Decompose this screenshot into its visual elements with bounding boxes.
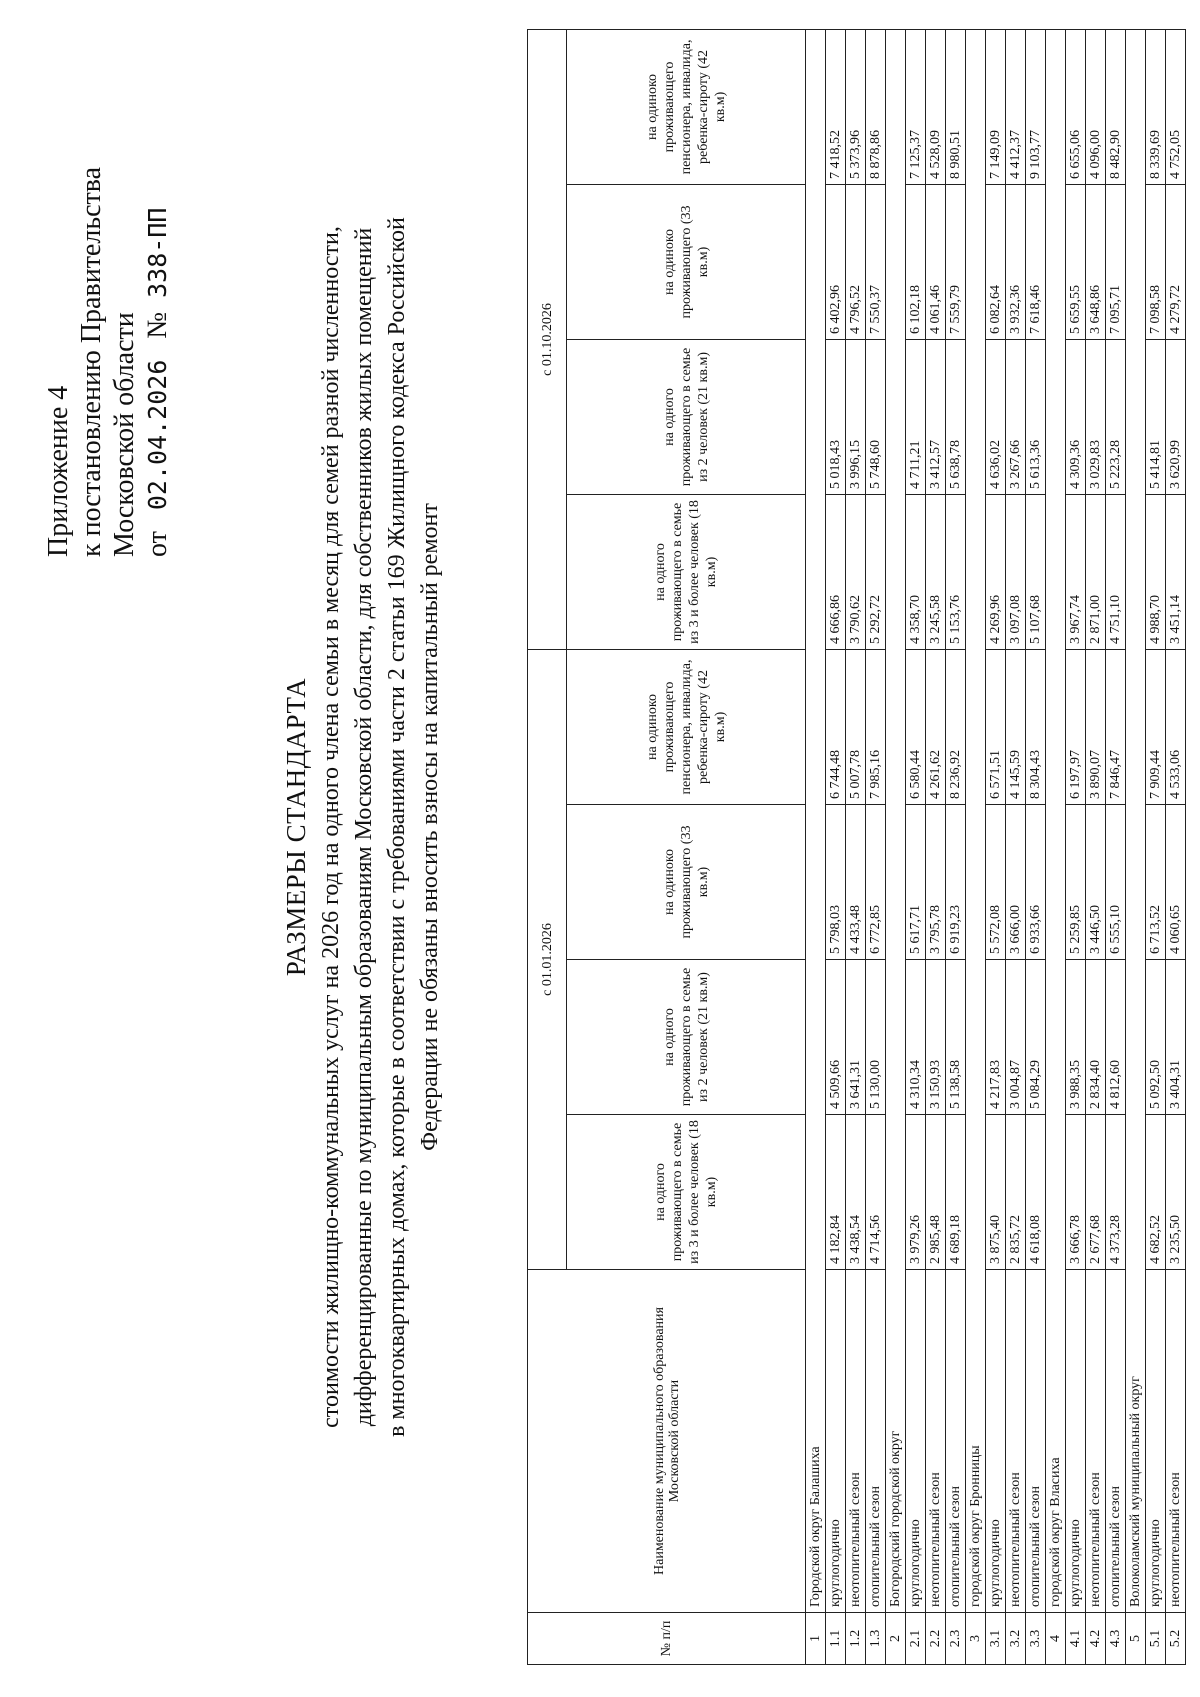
group-row — [806, 29, 826, 1664]
standards-table — [527, 29, 1186, 1665]
value-cell: 2 985,48 — [926, 1115, 946, 1270]
value-cell: 3 438,54 — [846, 1115, 866, 1270]
value-cell: 5 613,36 — [1026, 339, 1046, 494]
value-cell: 8 339,69 — [1146, 29, 1166, 184]
season-name: круглогодично — [1146, 1270, 1166, 1613]
value-cell: 6 571,51 — [986, 649, 1006, 804]
row-number: 1.2 — [846, 1613, 866, 1665]
value-cell: 4 796,52 — [846, 184, 866, 339]
row-number: 5.2 — [1166, 1613, 1186, 1665]
subheader-family-2: на одного проживающего в семье из 2 человек (21 кв.м) — [567, 960, 806, 1115]
subheader-pensioner: на одиноко проживающего пенсионера, инвалида, ребенка-сироту (42 кв.м) — [567, 649, 806, 804]
row-number: 3.2 — [1006, 1613, 1026, 1665]
value-cell: 3 029,83 — [1086, 339, 1106, 494]
value-cell: 4 533,06 — [1166, 649, 1186, 804]
group-number: 1 — [806, 1613, 826, 1665]
value-cell: 3 932,36 — [1006, 184, 1026, 339]
value-cell: 4 751,10 — [1106, 494, 1126, 649]
value-cell: 5 092,50 — [1146, 960, 1166, 1115]
season-name: отопительный сезон — [1106, 1270, 1126, 1613]
value-cell: 8 236,92 — [946, 649, 966, 804]
value-cell: 7 125,37 — [906, 29, 926, 184]
value-cell: 4 711,21 — [906, 339, 926, 494]
table-row — [1066, 29, 1086, 1664]
subheader-family-3: на одного проживающего в семье из 3 и более человек (18 кв.м) — [567, 1115, 806, 1270]
value-cell: 4 714,56 — [866, 1115, 886, 1270]
value-cell: 5 659,55 — [1066, 184, 1086, 339]
table-row — [846, 29, 866, 1664]
value-cell: 6 744,48 — [826, 649, 846, 804]
value-cell: 3 875,40 — [986, 1115, 1006, 1270]
group-number: 3 — [966, 1613, 986, 1665]
value-cell: 3 412,57 — [926, 339, 946, 494]
value-cell: 2 834,40 — [1086, 960, 1106, 1115]
season-name: круглогодично — [906, 1270, 926, 1613]
table-row — [1086, 29, 1106, 1664]
value-cell: 5 153,76 — [946, 494, 966, 649]
season-name: неотопительный сезон — [926, 1270, 946, 1613]
value-cell: 4 812,60 — [1106, 960, 1126, 1115]
title-heading: РАЗМЕРЫ СТАНДАРТА — [281, 677, 311, 977]
value-cell: 4 310,34 — [906, 960, 926, 1115]
value-cell: 7 909,44 — [1146, 649, 1166, 804]
value-cell: 4 096,00 — [1086, 29, 1106, 184]
value-cell: 4 269,96 — [986, 494, 1006, 649]
row-number: 1.3 — [866, 1613, 886, 1665]
row-number: 1.1 — [826, 1613, 846, 1665]
row-number: 2.2 — [926, 1613, 946, 1665]
value-cell: 3 267,66 — [1006, 339, 1026, 494]
value-cell: 6 555,10 — [1106, 805, 1126, 960]
appendix-header — [42, 37, 174, 557]
value-cell: 3 097,08 — [1006, 494, 1026, 649]
value-cell: 5 617,71 — [906, 805, 926, 960]
season-name: отопительный сезон — [866, 1270, 886, 1613]
table-row — [926, 29, 946, 1664]
group-row — [886, 29, 906, 1664]
value-cell: 5 373,96 — [846, 29, 866, 184]
value-cell: 6 102,18 — [906, 184, 926, 339]
value-cell: 3 996,15 — [846, 339, 866, 494]
value-cell: 3 004,87 — [1006, 960, 1026, 1115]
value-cell: 9 103,77 — [1026, 29, 1046, 184]
date-prefix: от — [142, 531, 173, 557]
value-cell: 2 871,00 — [1086, 494, 1106, 649]
value-cell: 5 748,60 — [866, 339, 886, 494]
value-cell: 4 528,09 — [926, 29, 946, 184]
value-cell: 4 509,66 — [826, 960, 846, 1115]
row-number: 5.1 — [1146, 1613, 1166, 1665]
value-cell: 6 197,97 — [1066, 649, 1086, 804]
title-line-4: Федерации не обязаны вносить взносы на капитальный ремонт — [417, 503, 443, 1151]
value-cell: 3 235,50 — [1166, 1115, 1186, 1270]
value-cell: 7 846,47 — [1106, 649, 1126, 804]
value-cell: 4 145,59 — [1006, 649, 1026, 804]
appendix-resolution-ref: к постановлению Правительства — [76, 166, 107, 557]
season-name: неотопительный сезон — [1086, 1270, 1106, 1613]
row-number: 2.3 — [946, 1613, 966, 1665]
group-number: 4 — [1046, 1613, 1066, 1665]
row-number: 3.3 — [1026, 1613, 1046, 1665]
value-cell: 7 418,52 — [826, 29, 846, 184]
value-cell: 6 933,66 — [1026, 805, 1046, 960]
value-cell: 6 713,52 — [1146, 805, 1166, 960]
table-body — [806, 29, 1186, 1664]
row-number: 4.1 — [1066, 1613, 1086, 1665]
season-name: неотопительный сезон — [1166, 1270, 1186, 1613]
value-cell: 5 007,78 — [846, 649, 866, 804]
value-cell: 6 655,06 — [1066, 29, 1086, 184]
value-cell: 4 618,08 — [1026, 1115, 1046, 1270]
document-title — [280, 107, 447, 1547]
season-name: круглогодично — [1066, 1270, 1086, 1613]
table-row — [1026, 29, 1046, 1664]
value-cell: 3 967,74 — [1066, 494, 1086, 649]
value-cell: 3 245,58 — [926, 494, 946, 649]
table-row — [946, 29, 966, 1664]
value-cell: 3 988,35 — [1066, 960, 1086, 1115]
value-cell: 3 666,78 — [1066, 1115, 1086, 1270]
value-cell: 3 795,78 — [926, 805, 946, 960]
value-cell: 5 259,85 — [1066, 805, 1086, 960]
title-line-1: стоимости жилищно-коммунальных услуг на 2026 год на одного члена семьи в месяц для семей разной численности, — [318, 226, 344, 1428]
value-cell: 3 890,07 — [1086, 649, 1106, 804]
value-cell: 4 682,52 — [1146, 1115, 1166, 1270]
value-cell: 2 677,68 — [1086, 1115, 1106, 1270]
value-cell: 4 689,18 — [946, 1115, 966, 1270]
header-name: Наименование муниципального образования Московской области — [528, 1270, 806, 1613]
group-row — [966, 29, 986, 1664]
municipality-name: Волоколамский муниципальный округ — [1126, 29, 1146, 1612]
municipality-name: городской округ Власиха — [1046, 29, 1066, 1612]
value-cell: 6 772,85 — [866, 805, 886, 960]
table-row — [1006, 29, 1026, 1664]
value-cell: 4 988,70 — [1146, 494, 1166, 649]
value-cell: 4 666,86 — [826, 494, 846, 649]
value-cell: 5 414,81 — [1146, 339, 1166, 494]
value-cell: 4 412,37 — [1006, 29, 1026, 184]
group-row — [1126, 29, 1146, 1664]
value-cell: 7 985,16 — [866, 649, 886, 804]
value-cell: 5 798,03 — [826, 805, 846, 960]
value-cell: 4 358,70 — [906, 494, 926, 649]
appendix-authority: Московской области — [109, 312, 140, 557]
season-name: неотопительный сезон — [846, 1270, 866, 1613]
value-cell: 6 402,96 — [826, 184, 846, 339]
value-cell: 6 580,44 — [906, 649, 926, 804]
value-cell: 7 095,71 — [1106, 184, 1126, 339]
value-cell: 5 638,78 — [946, 339, 966, 494]
subheader-family-3: на одного проживающего в семье из 3 и более человек (18 кв.м) — [567, 494, 806, 649]
value-cell: 3 620,99 — [1166, 339, 1186, 494]
subheader-single: на одиноко проживающего (33 кв.м) — [567, 184, 806, 339]
value-cell: 5 138,58 — [946, 960, 966, 1115]
row-number: 4.3 — [1106, 1613, 1126, 1665]
appendix-number: Приложение 4 — [43, 385, 74, 557]
row-number: 4.2 — [1086, 1613, 1106, 1665]
value-cell: 3 404,31 — [1166, 960, 1186, 1115]
title-line-2: дифференцированные по муниципальным образованиям Московской области, для собственников жилых помещений — [351, 227, 377, 1427]
table-row — [1146, 29, 1166, 1664]
value-cell: 6 919,23 — [946, 805, 966, 960]
table-row — [866, 29, 886, 1664]
value-cell: 4 636,02 — [986, 339, 1006, 494]
row-number: 2.1 — [906, 1613, 926, 1665]
value-cell: 3 790,62 — [846, 494, 866, 649]
value-cell: 7 098,58 — [1146, 184, 1166, 339]
table-row — [986, 29, 1006, 1664]
header-period-2: с 01.10.2026 — [528, 29, 567, 649]
municipality-name: Богородский городской округ — [886, 29, 906, 1612]
header-num: № п/п — [528, 1613, 806, 1665]
resolution-number: 338-ПП — [143, 207, 172, 298]
value-cell: 5 018,43 — [826, 339, 846, 494]
value-cell: 3 451,14 — [1166, 494, 1186, 649]
value-cell: 8 980,51 — [946, 29, 966, 184]
value-cell: 3 648,86 — [1086, 184, 1106, 339]
value-cell: 3 641,31 — [846, 960, 866, 1115]
resolution-date: 02.04.2026 — [143, 359, 172, 511]
value-cell: 5 084,29 — [1026, 960, 1046, 1115]
subheader-family-2: на одного проживающего в семье из 2 человек (21 кв.м) — [567, 339, 806, 494]
header-period-1: с 01.01.2026 — [528, 649, 567, 1269]
value-cell: 8 482,90 — [1106, 29, 1126, 184]
value-cell: 3 150,93 — [926, 960, 946, 1115]
value-cell: 5 572,08 — [986, 805, 1006, 960]
table-row — [1166, 29, 1186, 1664]
value-cell: 4 373,28 — [1106, 1115, 1126, 1270]
value-cell: 4 433,48 — [846, 805, 866, 960]
season-name: неотопительный сезон — [1006, 1270, 1026, 1613]
value-cell: 2 835,72 — [1006, 1115, 1026, 1270]
value-cell: 4 752,05 — [1166, 29, 1186, 184]
season-name: отопительный сезон — [946, 1270, 966, 1613]
municipality-name: Городской округ Балашиха — [806, 29, 826, 1612]
value-cell: 7 149,09 — [986, 29, 1006, 184]
number-prefix: № — [142, 311, 173, 339]
value-cell: 4 182,84 — [826, 1115, 846, 1270]
group-row — [1046, 29, 1066, 1664]
value-cell: 5 223,28 — [1106, 339, 1126, 494]
municipality-name: городской округ Бронницы — [966, 29, 986, 1612]
season-name: круглогодично — [826, 1270, 846, 1613]
appendix-date-line — [141, 37, 174, 557]
value-cell: 7 618,46 — [1026, 184, 1046, 339]
table-row — [906, 29, 926, 1664]
subheader-single: на одиноко проживающего (33 кв.м) — [567, 805, 806, 960]
value-cell: 5 292,72 — [866, 494, 886, 649]
value-cell: 4 061,46 — [926, 184, 946, 339]
value-cell: 6 082,64 — [986, 184, 1006, 339]
value-cell: 3 666,00 — [1006, 805, 1026, 960]
title-line-3: в многоквартирных домах, которые в соответствии с требованиями части 2 статьи 169 Жилищного кодекса Российской — [384, 217, 410, 1437]
value-cell: 7 550,37 — [866, 184, 886, 339]
value-cell: 3 446,50 — [1086, 805, 1106, 960]
value-cell: 4 309,36 — [1066, 339, 1086, 494]
group-number: 2 — [886, 1613, 906, 1665]
value-cell: 4 261,62 — [926, 649, 946, 804]
season-name: круглогодично — [986, 1270, 1006, 1613]
table-row — [1106, 29, 1126, 1664]
group-number: 5 — [1126, 1613, 1146, 1665]
value-cell: 4 060,65 — [1166, 805, 1186, 960]
value-cell: 4 217,83 — [986, 960, 1006, 1115]
row-number: 3.1 — [986, 1613, 1006, 1665]
value-cell: 8 304,43 — [1026, 649, 1046, 804]
value-cell: 4 279,72 — [1166, 184, 1186, 339]
value-cell: 5 107,68 — [1026, 494, 1046, 649]
season-name: отопительный сезон — [1026, 1270, 1046, 1613]
value-cell: 7 559,79 — [946, 184, 966, 339]
value-cell: 3 979,26 — [906, 1115, 926, 1270]
value-cell: 8 878,86 — [866, 29, 886, 184]
subheader-pensioner: на одиноко проживающего пенсионера, инвалида, ребенка-сироту (42 кв.м) — [567, 29, 806, 184]
value-cell: 5 130,00 — [866, 960, 886, 1115]
table-row — [826, 29, 846, 1664]
